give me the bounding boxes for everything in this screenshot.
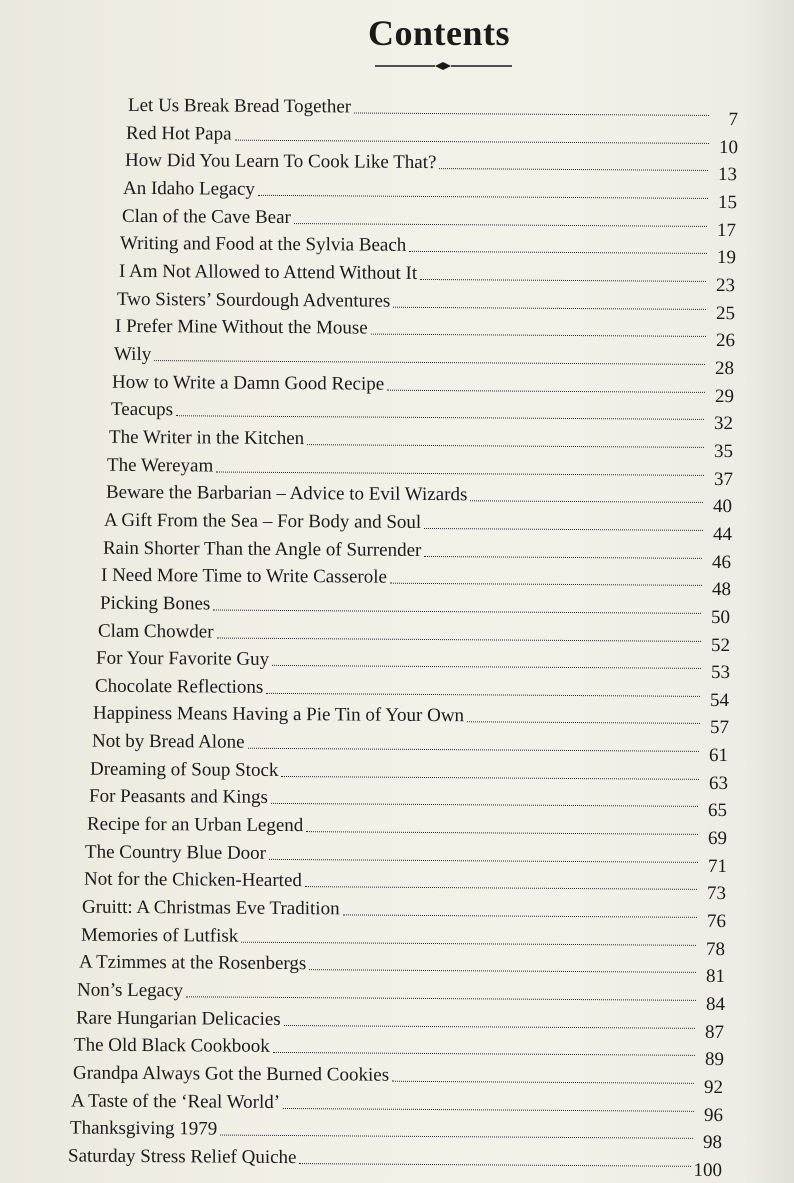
toc-leader-dots (393, 306, 706, 310)
toc-entry-page-number: 17 (717, 220, 736, 242)
toc-leader-dots (371, 333, 706, 337)
toc-leader-dots (186, 995, 696, 1001)
toc-entry-page-number: 50 (711, 606, 730, 629)
toc-entry-page-number: 29 (715, 385, 734, 408)
toc-entry-title: Rare Hungarian Delicacies (76, 1007, 281, 1030)
toc-entry-page-number: 10 (719, 137, 738, 159)
toc-entry-title: Happiness Means Having a Pie Tin of Your Own (93, 702, 465, 727)
toc-entry (114, 337, 734, 380)
toc-leader-dots (420, 278, 706, 282)
toc-entry-title: Rain Shorter Than the Angle of Surrender (103, 537, 422, 561)
toc-entry-page-number: 57 (710, 716, 729, 739)
toc-entry (120, 226, 736, 269)
toc-entry (123, 171, 737, 214)
toc-entry-title: Non’s Legacy (77, 979, 184, 1002)
toc-entry-page-number: 23 (716, 274, 735, 297)
toc-entry-title: Picking Bones (100, 592, 211, 615)
toc-entry-page-number: 52 (711, 634, 730, 657)
toc-entry-title: Clam Chowder (98, 620, 214, 643)
toc-entry (79, 945, 725, 988)
toc-entry-title: I Need More Time to Write Casserole (101, 564, 387, 588)
toc-entry-title: Not for the Chicken-Hearted (84, 868, 302, 892)
toc-leader-dots (154, 359, 705, 365)
toc-entry-page-number: 35 (714, 440, 733, 463)
toc-entry-page-number: 53 (711, 661, 730, 684)
toc-entry-title: A Tzimmes at the Rosenbergs (79, 951, 307, 975)
toc-entry-page-number: 13 (718, 164, 737, 186)
toc-entry-page-number: 19 (717, 247, 736, 269)
toc-leader-dots (309, 968, 696, 973)
toc-leader-dots (424, 555, 702, 559)
toc-entry-page-number: 7 (728, 109, 738, 131)
toc-entry-title: Gruitt: A Christmas Eve Tradition (82, 896, 340, 920)
toc-leader-dots (269, 858, 698, 863)
toc-entry-page-number: 44 (713, 523, 732, 546)
toc-entry-page-number: 71 (708, 855, 727, 878)
title-ornament-icon (375, 58, 512, 74)
toc-entry-page-number: 37 (714, 468, 733, 491)
toc-entry-page-number: 78 (706, 938, 725, 961)
toc-entry-title: How to Write a Damn Good Recipe (112, 371, 385, 395)
toc-entry-title: A Gift From the Sea – For Body and Soul (104, 509, 422, 533)
toc-entry-title: The Old Black Cookbook (74, 1034, 270, 1057)
toc-entry-title: The Writer in the Kitchen (109, 426, 305, 450)
toc-entry-title: Memories of Lutfisk (81, 924, 239, 947)
toc-entry-title: I Prefer Mine Without the Mouse (115, 315, 368, 339)
toc-entry-page-number: 76 (707, 910, 726, 933)
toc-leader-dots (281, 775, 699, 780)
toc-leader-dots (248, 747, 699, 752)
toc-entry-page-number: 28 (715, 357, 734, 380)
toc-leader-dots (307, 443, 704, 448)
toc-entry-title: I Am Not Allowed to Attend Without It (119, 260, 418, 284)
toc-entry (73, 1056, 723, 1099)
toc-entry (68, 1138, 722, 1182)
toc-entry-page-number: 32 (714, 412, 733, 435)
toc-entry (84, 862, 726, 905)
toc-entry-page-number: 25 (716, 302, 735, 325)
toc-entry-page-number: 63 (709, 772, 728, 795)
toc-entry-title: Red Hot Papa (126, 122, 232, 145)
toc-entry-title: The Country Blue Door (85, 841, 267, 864)
toc-leader-dots (283, 1107, 694, 1112)
toc-entry-title: Not by Bread Alone (92, 730, 245, 753)
toc-entry (96, 641, 730, 684)
toc-leader-dots (294, 222, 707, 227)
toc-leader-dots (439, 167, 708, 171)
toc-entry (100, 586, 730, 629)
toc-leader-dots (392, 1080, 694, 1084)
toc-entry-page-number: 15 (718, 192, 737, 214)
toc-leader-dots (273, 1051, 695, 1056)
toc-entry (115, 309, 735, 352)
toc-leader-dots (299, 1162, 690, 1167)
toc-leader-dots (258, 194, 708, 199)
toc-entry-page-number: 48 (712, 578, 731, 601)
toc-entry (87, 807, 727, 850)
toc-leader-dots (409, 250, 707, 254)
toc-entry-title: Two Sisters’ Sourdough Adventures (117, 288, 391, 312)
toc-leader-dots (387, 389, 705, 393)
toc-leader-dots (306, 830, 698, 835)
toc-leader-dots (271, 802, 698, 807)
toc-entry-title: Grandpa Always Got the Burned Cookies (73, 1062, 390, 1086)
toc-entry (128, 88, 738, 131)
toc-entry-page-number: 61 (709, 744, 728, 767)
toc-entry (74, 1028, 724, 1071)
toc-entry-page-number: 84 (706, 993, 725, 1016)
toc-entry-page-number: 98 (703, 1131, 722, 1154)
toc-entry (119, 254, 735, 297)
toc-list (0, 80, 794, 1182)
toc-entry-page-number: 89 (705, 1048, 724, 1071)
toc-entry-page-number: 81 (706, 965, 725, 988)
toc-entry-title: Teacups (111, 398, 173, 421)
toc-entry-title: Dreaming of Soup Stock (90, 758, 279, 781)
toc-entry-title: Recipe for an Urban Legend (87, 813, 304, 837)
toc-leader-dots (305, 885, 697, 890)
toc-entry-title: Wily (114, 343, 152, 366)
toc-leader-dots (241, 941, 696, 946)
toc-leader-dots (343, 913, 697, 917)
toc-entry-title: Chocolate Reflections (95, 675, 264, 698)
page-title: Contents (367, 13, 510, 53)
toc-entry-page-number: 69 (708, 827, 727, 850)
toc-entry-page-number: 54 (710, 689, 729, 712)
toc-entry-page-number: 40 (713, 495, 732, 518)
toc-entry-page-number: 46 (712, 551, 731, 574)
toc-leader-dots (176, 414, 704, 420)
toc-entry-title: The Wereyam (107, 454, 214, 477)
toc-entry-title: Clan of the Cave Bear (122, 205, 291, 229)
toc-entry (77, 973, 725, 1016)
toc-entry (82, 890, 726, 933)
toc-entry (89, 779, 727, 822)
toc-leader-dots (266, 692, 700, 697)
toc-entry-page-number: 87 (705, 1021, 724, 1044)
toc-entry-title: Let Us Break Bread Together (128, 94, 352, 118)
toc-leader-dots (467, 720, 700, 724)
toc-entry-title: For Peasants and Kings (89, 785, 268, 808)
toc-entry-title: A Taste of the ‘Real World’ (71, 1090, 281, 1113)
toc-entry-title: How Did You Learn To Cook Like That? (125, 149, 437, 174)
toc-leader-dots (220, 1134, 693, 1139)
toc-entry-title: Beware the Barbarian – Advice to Evil Wizards (106, 481, 468, 506)
toc-entry-page-number: 73 (707, 882, 726, 905)
toc-leader-dots (284, 1024, 695, 1029)
toc-leader-dots (354, 111, 709, 115)
toc-entry (125, 143, 737, 186)
toc-entry-title: For Your Favorite Guy (96, 647, 270, 670)
toc-leader-dots (390, 582, 702, 586)
toc-entry (101, 558, 731, 601)
toc-entry-page-number: 92 (704, 1076, 723, 1099)
toc-entry-title: Thanksgiving 1979 (70, 1117, 218, 1140)
toc-entry (109, 420, 733, 463)
toc-entry (104, 503, 732, 546)
toc-entry (70, 1110, 722, 1154)
toc-leader-dots (213, 608, 701, 613)
toc-entry-title: Saturday Stress Relief Quiche (68, 1145, 297, 1169)
toc-entry (92, 724, 728, 767)
toc-entry (93, 696, 729, 739)
toc-entry (111, 392, 733, 435)
toc-entry-title: An Idaho Legacy (123, 177, 255, 200)
toc-entry-title: Writing and Food at the Sylvia Beach (120, 232, 407, 256)
toc-entry (106, 475, 732, 518)
toc-entry-page-number: 100 (693, 1159, 722, 1182)
toc-leader-dots (272, 664, 701, 669)
toc-entry-page-number: 26 (716, 329, 735, 352)
toc-entry-page-number: 96 (704, 1104, 723, 1127)
toc-leader-dots (470, 499, 703, 503)
toc-leader-dots (424, 527, 703, 531)
toc-entry-page-number: 65 (708, 799, 727, 822)
